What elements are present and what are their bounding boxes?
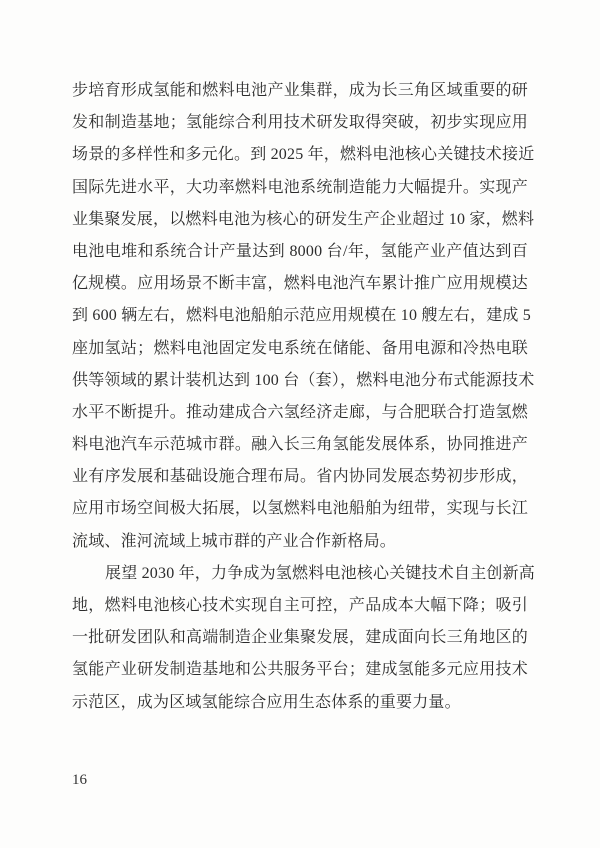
text-line: 一批研发团队和高端制造企业集聚发展，建成面向长三角地区的: [72, 629, 528, 647]
text-line: 供等领域的累计装机达到 100 台（套），燃料电池分布式能源技术: [72, 371, 535, 389]
text-line: 地，燃料电池核心技术实现自主可控，产品成本大幅下降；吸引: [72, 597, 528, 614]
text-line: 料电池汽车示范城市群。融入长三角氢能发展体系，协同推进产: [72, 436, 528, 454]
text-line: 业集聚发展，以燃料电池为核心的研发生产企业超过 10 家，燃料: [72, 210, 535, 228]
text-line: 发和制造基地；氢能综合利用技术研发取得突破，初步实现应用: [72, 114, 528, 132]
text-line: 步培育形成氢能和燃料电池产业集群，成为长三角区域重要的研: [72, 82, 528, 99]
page-number: 16: [72, 772, 87, 788]
text-line: 场景的多样性和多元化。到 2025 年，燃料电池核心关键技术接近: [72, 146, 535, 164]
text-line: 亿规模。应用场景不断丰富，燃料电池汽车累计推广应用规模达: [72, 275, 528, 293]
text-line: 业有序发展和基础设施合理布局。省内协同发展态势初步形成，: [72, 468, 528, 486]
text-line: 国际先进水平，大功率燃料电池系统制造能力大幅提升。实现产: [72, 178, 528, 196]
text-line: 到 600 辆左右，燃料电池船舶示范应用规模在 10 艘左右，建成 5: [72, 307, 532, 325]
text-line: 氢能产业研发制造基地和公共服务平台；建成氢能多元应用技术: [72, 661, 528, 679]
text-line: 流域、淮河流域上城市群的产业合作新格局。: [72, 532, 397, 550]
text-line: 座加氢站；燃料电池固定发电系统在储能、备用电源和冷热电联: [72, 339, 528, 357]
text-line: 水平不断提升。推动建成合六氢经济走廊，与合肥联合打造氢燃: [72, 403, 528, 421]
text-line: 电池电堆和系统合计产量达到 8000 台/年，氢能产业产值达到百: [72, 242, 528, 260]
text-line: 展望 2030 年，力争成为氢燃料电池核心关键技术自主创新高: [105, 564, 536, 582]
text-line: 示范区，成为区域氢能综合应用生态体系的重要力量。: [72, 693, 461, 711]
text-line: 应用市场空间极大拓展，以氢燃料电池船舶为纽带，实现与长江: [72, 500, 528, 518]
body-text: [72, 75, 536, 719]
